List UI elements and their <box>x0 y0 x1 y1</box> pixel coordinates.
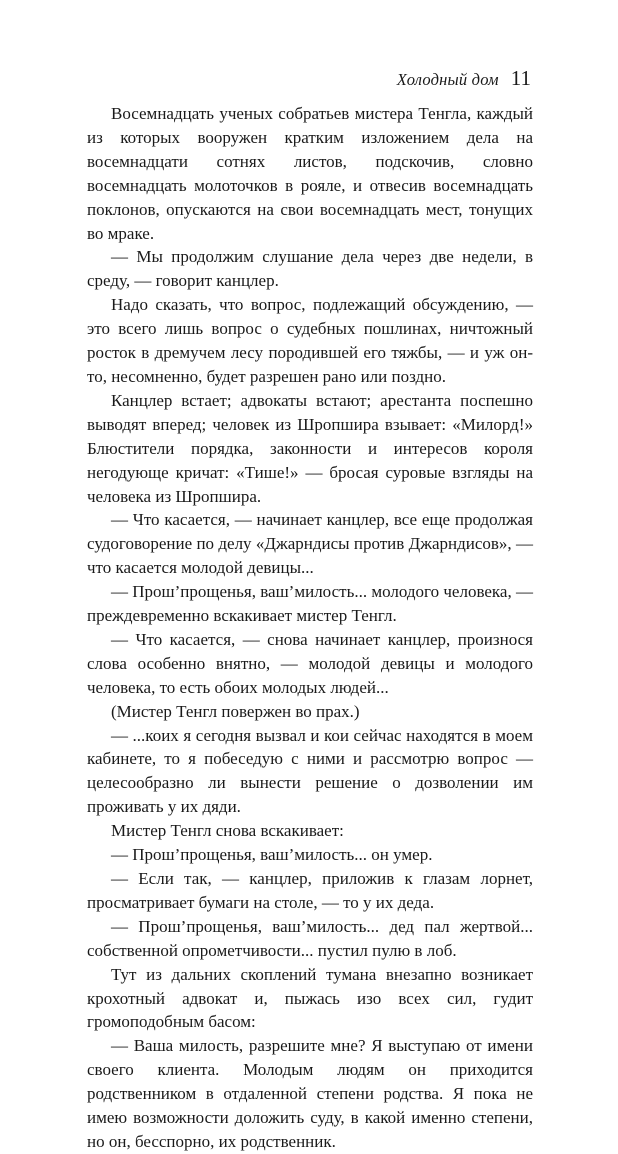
paragraph: — Что касается, — начинает канцлер, все еще продолжая судоговорение по делу «Джарндисы против Джарндисов», — что касается молодой девицы... <box>87 510 533 578</box>
paragraph: Надо сказать, что вопрос, подлежащий обсуждению, — это всего лишь вопрос о судебных пошлинах, ничтожный росток в дремучем лесу породившей его тяжбы, — и уж он-то, несомненно, будет разрешен рано или поздно. <box>87 295 533 386</box>
paragraph: Канцлер встает; адвокаты встают; арестанта поспешно выводят вперед; человек из Шропшира взывает: «Милорд!» Блюстители порядка, законности и интересов короля негодующе кричат: «Тише!» — бросая суровые взгляды на человека из Шропшира. <box>87 390 533 506</box>
paragraph: — Мы продолжим слушание дела через две недели, в среду, — говорит канцлер. <box>87 247 533 291</box>
page-number: 11 <box>510 66 531 90</box>
paragraph: — Прош’прощенья, ваш’милость... дед пал жертвой... собственной опрометчивости... пустил пулю в лоб. <box>87 916 533 960</box>
body-text <box>87 102 533 1154</box>
paragraph: — Ваша милость, разрешите мне? Я выступаю от имени своего клиента. Молодым людям он приходится родственником в отдаленной степени родства. Я пока не имею возможности доложить суду, в какой именно степени, но он, бесспорно, их родственник. <box>87 1036 533 1151</box>
paragraph: — Если так, — канцлер, приложив к глазам лорнет, просматривает бумаги на столе, — то у их деда. <box>87 869 533 912</box>
running-header <box>397 66 531 91</box>
paragraph: — Что касается, — снова начинает канцлер, произнося слова особенно внятно, — молодой девицы и молодого человека, то есть обоих молодых людей... <box>87 629 533 697</box>
paragraph: — Прош’прощенья, ваш’милость... он умер. <box>111 845 433 865</box>
paragraph: Мистер Тенгл снова вскакивает: <box>111 821 344 841</box>
paragraph: — ...коих я сегодня вызвал и кои сейчас находятся в моем кабинете, то я побеседую с ними и рассмотрю вопрос — целесообразно ли вынести решение о дозволении им проживать у их дяди. <box>87 725 533 817</box>
running-title: Холодный дом <box>396 70 499 89</box>
paragraph: (Мистер Тенгл повержен во прах.) <box>111 701 360 721</box>
paragraph: — Прош’прощенья, ваш’милость... молодого человека, — преждевременно вскакивает мистер Тенгл. <box>87 582 533 626</box>
paragraph: Восемнадцать ученых собратьев мистера Тенгла, каждый из которых вооружен кратким изложением дела на восемнадцати сотнях листов, подскочив, словно восемнадцать молоточков в рояле, и отвесив восемнадцать поклонов, опускаются на свои восемнадцать мест, тонущих во мраке. <box>87 104 533 243</box>
paragraph: Тут из дальних скоплений тумана внезапно возникает крохотный адвокат и, пыжась изо всех сил, гудит громоподобным басом: <box>87 964 533 1032</box>
